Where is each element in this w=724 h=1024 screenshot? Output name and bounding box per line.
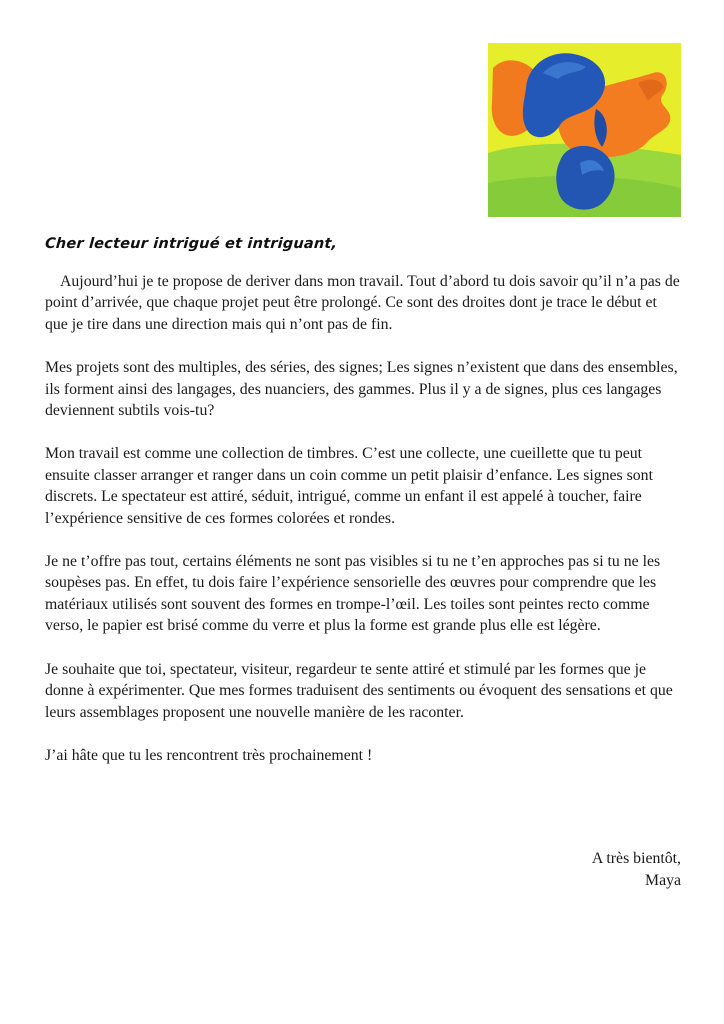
- paragraph-intro: Aujourd’hui je te propose de deriver dans mon travail. Tout d’abord tu dois savoir qu’il n’a pas de point d’arrivée, que chaque projet peut être prolongé. Ce sont des droites dont je trace le début et que je tire dans une direction mais qui n’ont pas de fin.: [45, 273, 680, 333]
- letter-body: [45, 271, 681, 788]
- paragraph-wish: Je souhaite que toi, spectateur, visiteur, regardeur te sente attiré et stimulé par les formes que je donne à expérimenter. Que mes formes traduisent des sentiments ou évoquent des sensations et que leurs assemblages proposent une nouvelle manière de les raconter.: [45, 660, 673, 721]
- signature: Maya: [645, 872, 681, 889]
- paragraph-experience: Je ne t’offre pas tout, certains éléments ne sont pas visibles si tu ne t’en approches pas si tu ne les soupèses pas. En effet, tu dois faire l’expérience sensorielle des œuvres pour comprendre que les matériaux utilisés sont souvent des formes en trompe-l’œil. Les toiles sont peintes recto comme verso, le papier est brisé comme du verre et plus la forme est grande plus elle est légère.: [45, 553, 661, 635]
- paragraph-projects: Mes projets sont des multiples, des séries, des signes; Les signes n’existent que dans des ensembles, ils forment ainsi des langages, des nuanciers, des gammes. Plus il y a de signes, plus ces langages deviennent subtils vois-tu?: [45, 359, 678, 420]
- paragraph-closing-line: J’ai hâte que tu les rencontrent très prochainement !: [45, 746, 373, 764]
- closing-text: A très bientôt,: [591, 850, 681, 867]
- abstract-painting-image: [488, 43, 681, 217]
- signoff-block: [592, 848, 681, 892]
- letter-greeting: Cher lecteur intrigué et intriguant,: [44, 236, 338, 252]
- paragraph-collection: Mon travail est comme une collection de timbres. C’est une collecte, une cueillette que tu peut ensuite classer arranger et ranger dans un coin comme un petit plaisir d’enfance. Les signes sont discrets. Le spectateur est attiré, séduit, intrigué, comme un enfant il est appelé à toucher, faire l’expérience sensitive de ces formes colorées et rondes.: [45, 445, 653, 527]
